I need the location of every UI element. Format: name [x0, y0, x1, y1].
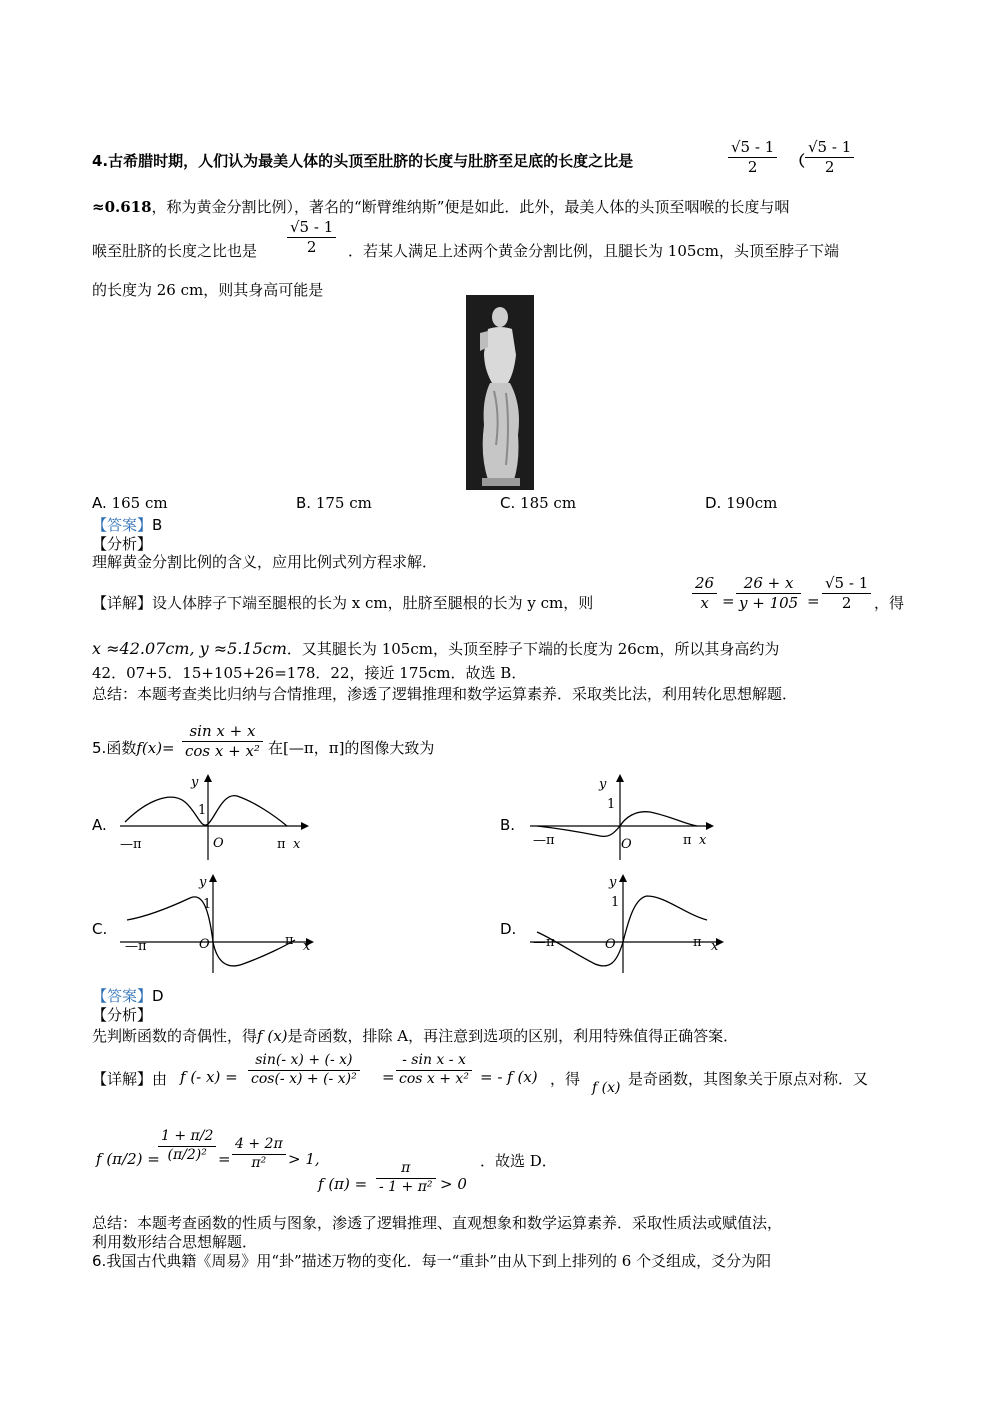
- q4-eq-f1-num: 26: [692, 574, 717, 594]
- q5-summary2: 利用数形结合思想解题．: [92, 1233, 258, 1251]
- q4-option-c-label: C.: [500, 494, 516, 512]
- q4-stem-line1: 古希腊时期，人们认为最美人体的头顶至肚脐的长度与肚脐至足底的长度之比是: [108, 152, 634, 170]
- q5-d-rhs: = - f (x): [480, 1068, 538, 1086]
- q4-option-b-label: B.: [296, 494, 312, 512]
- q4-summary: 总结：本题考查类比归纳与合情推理，渗透了逻辑推理和数学运算素养．采取类比法，利用转化思想解题．: [92, 685, 798, 703]
- q5-summary1: 总结：本题考查函数的性质与图象，渗透了逻辑推理、直观想象和数学运算素养．采取性质法或赋值法，: [92, 1214, 783, 1232]
- q4-eq-eq2: =: [807, 592, 820, 610]
- q5-analysis-fx: f (x): [257, 1027, 288, 1045]
- q4-eq-frac3: [822, 574, 871, 613]
- q5-graph-b-pi: π: [683, 833, 692, 848]
- q4-frac-num: √5 - 1: [728, 138, 777, 158]
- q5-intro-fx: f(x)=: [136, 739, 175, 757]
- q4-option-b[interactable]: [296, 494, 372, 512]
- q4-eq-f2-den: y + 105: [739, 593, 799, 612]
- q4-golden-fraction-3: [287, 218, 336, 257]
- q5-d-f1-den: cos(- x) + (- x)²: [251, 1070, 357, 1087]
- q5-e-f1-den: (π/2)²: [167, 1146, 207, 1163]
- q4-frac-den: 2: [747, 157, 758, 176]
- q4-option-b-text: 175 cm: [315, 494, 372, 512]
- q5-graph-b-x: x: [699, 833, 707, 848]
- q6-number: 6.: [92, 1252, 107, 1270]
- q4-golden-fraction-1: [728, 138, 777, 177]
- q4-option-c-text: 185 cm: [520, 494, 577, 512]
- q5-e2-den: - 1 + π²: [379, 1178, 433, 1195]
- q5-graph-a-negpi: —π: [120, 837, 142, 852]
- q5-e-lhs: f (π/2) =: [96, 1150, 160, 1168]
- q5-graph-d-pi: π: [693, 935, 702, 950]
- q5-e-end: ．故选 D．: [480, 1152, 557, 1170]
- q5-graph-a-one: 1: [198, 803, 207, 818]
- q5-intro-b: 在[—π，π]的图像大致为: [268, 739, 435, 757]
- q5-analysis-tag: 【分析】: [92, 1006, 153, 1024]
- q4-option-a[interactable]: [92, 494, 168, 512]
- q4-analysis-tag: 【分析】: [92, 535, 153, 553]
- q5-e2-frac: [376, 1160, 436, 1196]
- q5-answer: D: [152, 987, 164, 1005]
- q4-eq-f1-den: x: [700, 593, 709, 612]
- q5-graph-a-y: y: [191, 775, 199, 790]
- q5-e-f1-num: 1 + π/2: [158, 1128, 216, 1147]
- q4-golden-fraction-2: [805, 138, 854, 177]
- q5-graph-a-o: O: [213, 836, 224, 851]
- q4-line1: [92, 150, 633, 171]
- q5-d-eq: =: [382, 1068, 395, 1086]
- q5-graph-b-one: 1: [607, 797, 616, 812]
- q4-detail-line3: 42．07+5．15+105+26=178．22，接近 175cm．故选 B．: [92, 664, 527, 682]
- q5-graph-b-label: B.: [500, 816, 516, 834]
- q5-graph-b-o: O: [621, 837, 632, 852]
- q5-graph-d-x: x: [711, 939, 719, 954]
- q5-graph-d-label: D.: [500, 920, 517, 938]
- q5-e-frac2: [232, 1136, 286, 1172]
- q4-detail-line1-end: ，得: [874, 594, 905, 612]
- q5-frac-den: cos x + x²: [185, 741, 260, 760]
- q5-answer-row: [92, 985, 164, 1006]
- venus-statue-image: [466, 295, 534, 490]
- q5-d-frac2: [396, 1052, 472, 1088]
- q4-frac2-num: √5 - 1: [805, 138, 854, 158]
- q4-eq-f2-num: 26 + x: [736, 574, 801, 594]
- q4-frac2-den: 2: [824, 157, 835, 176]
- q4-line3b: ．若某人满足上述两个黄金分割比例，且腿长为 105cm，头顶至脖子下端: [348, 242, 840, 260]
- q5-graph-a-x: x: [293, 837, 301, 852]
- q4-answer: B: [152, 516, 163, 534]
- q4-number: 4.: [92, 152, 109, 170]
- q4-paren-open: （: [790, 152, 806, 170]
- q5-graph-b-negpi: —π: [533, 833, 555, 848]
- q5-graph-d-negpi: —π: [533, 935, 555, 950]
- q4-line4: 的长度为 26 cm，则其身高可能是: [92, 281, 324, 299]
- q4-frac3-num: √5 - 1: [287, 218, 336, 238]
- q5-graph-c-one: 1: [203, 897, 212, 912]
- q4-option-d-text: 190cm: [726, 494, 778, 512]
- q5-graph-c: [115, 870, 325, 975]
- q5-e-frac1: [158, 1128, 216, 1164]
- q5-e-f2-num: 4 + 2π: [232, 1136, 286, 1155]
- q5-graph-c-x: x: [303, 939, 311, 954]
- q5-graph-a-label: A.: [92, 816, 107, 834]
- q4-line2: [92, 196, 789, 217]
- q4-option-c[interactable]: [500, 494, 576, 512]
- q5-graph-d-o: O: [605, 937, 616, 952]
- q5-d-lhs: f (- x) =: [180, 1068, 238, 1086]
- q5-graph-a: [115, 772, 315, 864]
- q5-d-f2-num: - sin x - x: [396, 1052, 472, 1071]
- q5-graph-c-pi: π: [285, 933, 294, 948]
- q5-graph-c-o: O: [199, 937, 210, 952]
- q5-d-f1-num: sin(- x) + (- x): [248, 1052, 360, 1071]
- q4-option-a-label: A.: [92, 494, 107, 512]
- q5-e2-lhs: f (π) =: [318, 1175, 368, 1193]
- q5-graph-b: [525, 772, 725, 864]
- q5-graph-d: [525, 870, 735, 975]
- q4-eq-frac1: [692, 574, 717, 613]
- q4-option-d[interactable]: [705, 494, 777, 512]
- q5-number: 5.: [92, 739, 107, 757]
- q4-detail-math: x ≈42.07cm, y ≈5.15cm: [92, 639, 287, 658]
- q4-answer-row: [92, 514, 162, 535]
- q5-d-fx: f (x): [592, 1080, 621, 1096]
- q4-eq-eq1: =: [722, 592, 735, 610]
- q5-graph-d-one: 1: [611, 895, 620, 910]
- q4-analysis: 理解黄金分割比例的含义，应用比例式列方程求解．: [92, 553, 438, 571]
- q5-analysis-b: 是奇函数，排除 A，再注意到选项的区别，利用特殊值得正确答案．: [287, 1027, 739, 1045]
- q4-answer-tag: 【答案】: [92, 516, 153, 534]
- q4-detail-line1: [92, 592, 593, 613]
- q4-approx: ≈0.618: [92, 198, 152, 216]
- q4-line3a: 喉至肚脐的长度之比也是: [92, 242, 258, 260]
- q4-eq-frac2: [736, 574, 801, 613]
- q4-detail-text1: 设人体脖子下端至腿根的长为 x cm，肚脐至腿根的长为 y cm，则: [152, 594, 594, 612]
- q5-graph-d-y: y: [609, 875, 617, 890]
- q5-graph-c-label: C.: [92, 920, 108, 938]
- q5-e2-gt: > 0: [440, 1175, 467, 1193]
- q5-d-rest: 是奇函数，其图象关于原点对称．又: [628, 1070, 869, 1088]
- q5-detail-tag: 【详解】: [92, 1070, 153, 1088]
- q4-stem-line2: ，称为黄金分割比例），著名的“断臂维纳斯”便是如此．此外，最美人体的头顶至咽喉的长度与咽: [151, 198, 790, 216]
- q5-line1a: [92, 737, 175, 758]
- q5-function-fraction: [182, 722, 263, 761]
- q5-d-frac1: [248, 1052, 360, 1088]
- q5-frac-num: sin x + x: [182, 722, 263, 742]
- q6-text: 我国古代典籍《周易》用“卦”描述万物的变化．每一“重卦”由从下到上排列的 6 个爻组成，爻分为阳: [106, 1252, 772, 1270]
- q5-analysis-line: [92, 1025, 738, 1046]
- q5-e-f2-den: π²: [251, 1154, 267, 1171]
- q5-graph-c-negpi: —π: [125, 939, 147, 954]
- q4-eq-f3-num: √5 - 1: [822, 574, 871, 594]
- q5-detail-by: 由: [152, 1070, 168, 1088]
- q5-answer-tag: 【答案】: [92, 987, 153, 1005]
- q4-option-d-label: D.: [705, 494, 722, 512]
- q4-option-a-text: 165 cm: [111, 494, 168, 512]
- q5-graph-c-y: y: [199, 875, 207, 890]
- q4-detail-tag: 【详解】: [92, 594, 153, 612]
- q4-detail-line2: [92, 638, 779, 659]
- q4-frac3-den: 2: [306, 237, 317, 256]
- q5-intro-a: 函数: [106, 739, 137, 757]
- q5-graph-b-y: y: [599, 777, 607, 792]
- q5-analysis-a: 先判断函数的奇偶性，得: [92, 1027, 258, 1045]
- q5-detail-start: [92, 1068, 167, 1089]
- q5-e-eq: =: [218, 1150, 231, 1168]
- q4-detail-text2: ．又其腿长为 105cm，头顶至脖子下端的长度为 26cm，所以其身高约为: [286, 640, 780, 658]
- q5-e-gt: > 1,: [288, 1150, 320, 1168]
- q5-graph-a-pi: π: [277, 837, 286, 852]
- q5-d-get: ，得: [550, 1070, 581, 1088]
- q5-d-f2-den: cos x + x²: [399, 1070, 469, 1087]
- q5-e2-num: π: [376, 1160, 436, 1179]
- q4-eq-f3-den: 2: [841, 593, 852, 612]
- q6-line1: [92, 1250, 771, 1271]
